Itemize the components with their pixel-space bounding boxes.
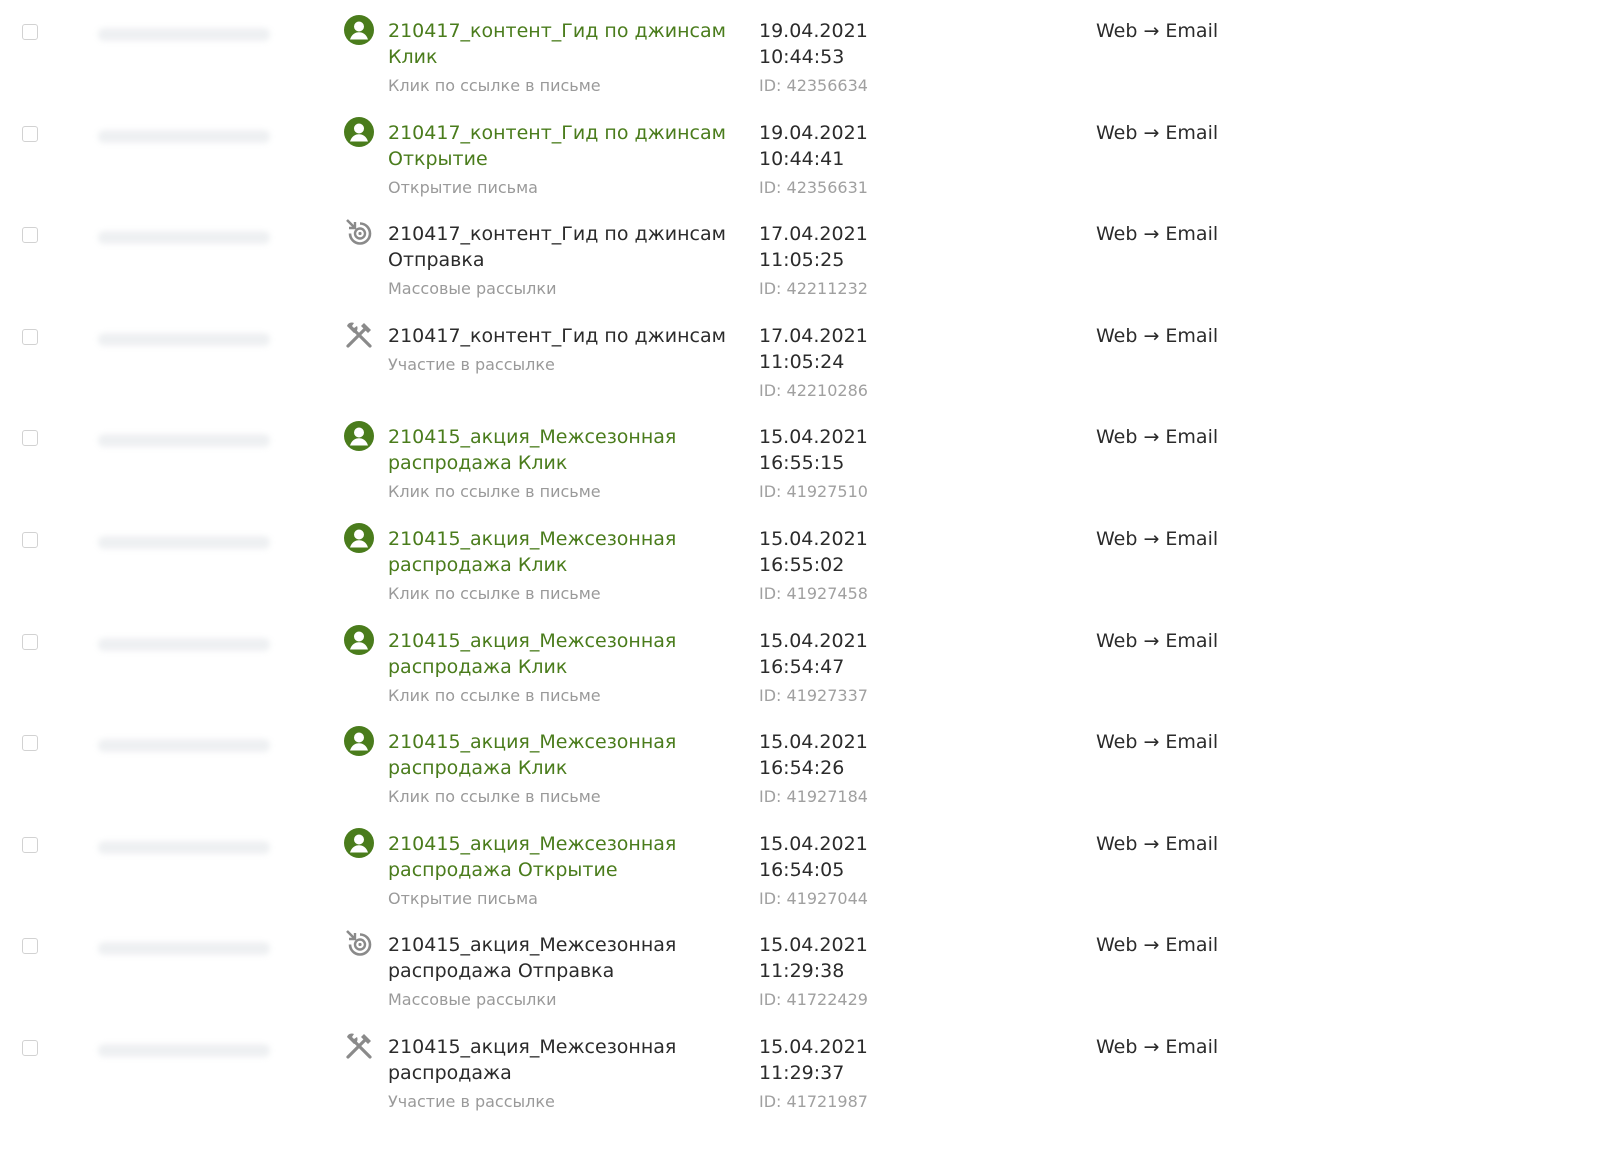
blurred-contact-name [98, 130, 270, 143]
event-title-text: 210415_акция_Межсезонная распродажа Клик [388, 731, 677, 780]
event-title[interactable] [388, 18, 728, 95]
blurred-contact-name [98, 536, 270, 549]
activity-row [0, 831, 1600, 935]
event-datetime [759, 628, 868, 705]
event-time: 16:55:15 [759, 452, 845, 475]
event-time: 16:54:26 [759, 757, 845, 780]
person-icon [343, 14, 375, 46]
event-title [388, 221, 728, 298]
event-time: 11:05:24 [759, 350, 845, 373]
event-title-text: 210415_акция_Межсезонная распродажа Открытие [388, 832, 677, 881]
event-date: 15.04.2021 [759, 1036, 868, 1058]
event-datetime [759, 831, 868, 908]
event-channel: Web → Email [1096, 426, 1219, 449]
event-subtitle: Открытие письма [388, 888, 538, 908]
activity-row [0, 221, 1600, 325]
event-id: ID: 41927510 [759, 482, 868, 502]
event-date: 15.04.2021 [759, 731, 868, 754]
event-time: 11:29:37 [759, 1062, 845, 1084]
blurred-contact-name [98, 942, 270, 955]
person-icon [343, 725, 375, 757]
event-title [388, 1034, 728, 1111]
blurred-contact-name [98, 1044, 270, 1057]
event-title-text: 210415_акция_Межсезонная распродажа Клик [388, 629, 677, 678]
event-channel: Web → Email [1096, 223, 1219, 246]
event-date: 19.04.2021 [759, 121, 868, 144]
event-date: 17.04.2021 [759, 223, 868, 246]
event-date: 17.04.2021 [759, 324, 868, 347]
row-checkbox[interactable] [22, 126, 38, 142]
activity-row [0, 1034, 1600, 1138]
event-title[interactable] [388, 729, 728, 806]
event-id: ID: 41927044 [759, 888, 868, 908]
row-checkbox[interactable] [22, 634, 38, 650]
event-title-text: 210415_акция_Межсезонная распродажа Клик [388, 528, 677, 576]
event-datetime [759, 1034, 868, 1111]
event-time: 11:05:25 [759, 249, 845, 272]
activity-row [0, 628, 1600, 732]
activity-row [0, 424, 1600, 528]
event-datetime [759, 424, 868, 501]
event-time: 11:29:38 [759, 960, 845, 983]
row-checkbox[interactable] [22, 227, 38, 243]
row-checkbox[interactable] [22, 1040, 38, 1056]
mass-send-icon [343, 217, 375, 249]
row-checkbox[interactable] [22, 532, 38, 548]
event-title[interactable] [388, 424, 728, 501]
event-channel: Web → Email [1096, 934, 1219, 957]
event-title-text: 210415_акция_Межсезонная распродажа Клик [388, 426, 677, 475]
event-subtitle: Участие в рассылке [388, 1092, 555, 1111]
event-title [388, 932, 728, 1009]
person-icon [343, 116, 375, 148]
event-subtitle: Клик по ссылке в письме [388, 482, 601, 502]
event-title[interactable] [388, 831, 728, 908]
event-subtitle: Клик по ссылке в письме [388, 584, 601, 603]
event-datetime [759, 729, 868, 806]
blurred-contact-name [98, 231, 270, 244]
activity-row [0, 120, 1600, 224]
event-time: 16:54:05 [759, 858, 845, 881]
event-datetime [759, 18, 868, 95]
person-icon [343, 420, 375, 452]
event-title[interactable] [388, 628, 728, 705]
tools-icon [343, 1030, 375, 1062]
event-channel: Web → Email [1096, 528, 1219, 550]
event-channel: Web → Email [1096, 324, 1219, 347]
activity-row [0, 729, 1600, 833]
event-id: ID: 41721987 [759, 1092, 868, 1111]
event-time: 10:44:41 [759, 147, 845, 170]
row-checkbox[interactable] [22, 938, 38, 954]
event-subtitle: Открытие письма [388, 177, 538, 197]
event-title-text: 210417_контент_Гид по джинсам [388, 324, 726, 347]
event-channel: Web → Email [1096, 20, 1219, 42]
event-title [388, 323, 728, 374]
row-checkbox[interactable] [22, 430, 38, 446]
event-date: 15.04.2021 [759, 629, 868, 652]
event-subtitle: Участие в рассылке [388, 354, 555, 374]
event-subtitle: Клик по ссылке в письме [388, 787, 601, 807]
row-checkbox[interactable] [22, 735, 38, 751]
event-subtitle: Массовые рассылки [388, 990, 557, 1010]
event-datetime [759, 526, 868, 603]
event-datetime [759, 932, 868, 1009]
event-subtitle: Клик по ссылке в письме [388, 685, 601, 705]
event-time: 10:44:53 [759, 46, 845, 68]
event-title-text: 210417_контент_Гид по джинсам Открытие [388, 121, 726, 170]
row-checkbox[interactable] [22, 837, 38, 853]
person-icon [343, 827, 375, 859]
activity-row [0, 323, 1600, 427]
blurred-contact-name [98, 841, 270, 854]
person-icon [343, 522, 375, 554]
event-channel: Web → Email [1096, 121, 1219, 144]
event-title[interactable] [388, 120, 728, 197]
event-title-text: 210415_акция_Межсезонная распродажа Отправка [388, 934, 677, 983]
event-datetime [759, 221, 868, 298]
event-title[interactable] [388, 526, 728, 603]
mass-send-icon [343, 928, 375, 960]
row-checkbox[interactable] [22, 329, 38, 345]
event-id: ID: 41722429 [759, 990, 868, 1010]
event-datetime [759, 120, 868, 197]
activity-row [0, 18, 1600, 122]
event-time: 16:54:47 [759, 655, 845, 678]
event-channel: Web → Email [1096, 629, 1219, 652]
event-date: 19.04.2021 [759, 20, 868, 42]
event-title-text: 210415_акция_Межсезонная распродажа [388, 1036, 677, 1084]
blurred-contact-name [98, 434, 270, 447]
event-id: ID: 41927458 [759, 584, 868, 603]
blurred-contact-name [98, 638, 270, 651]
event-date: 15.04.2021 [759, 528, 868, 550]
event-subtitle: Клик по ссылке в письме [388, 76, 601, 95]
event-id: ID: 41927337 [759, 685, 868, 705]
blurred-contact-name [98, 333, 270, 346]
event-time: 16:55:02 [759, 554, 845, 576]
event-id: ID: 42356634 [759, 76, 868, 95]
event-channel: Web → Email [1096, 1036, 1219, 1058]
event-id: ID: 42210286 [759, 380, 868, 400]
event-channel: Web → Email [1096, 731, 1219, 754]
event-date: 15.04.2021 [759, 832, 868, 855]
activity-row [0, 932, 1600, 1036]
blurred-contact-name [98, 739, 270, 752]
tools-icon [343, 319, 375, 351]
event-subtitle: Массовые рассылки [388, 279, 557, 299]
blurred-contact-name [98, 28, 270, 41]
person-icon [343, 624, 375, 656]
event-datetime [759, 323, 868, 400]
event-title-text: 210417_контент_Гид по джинсам Отправка [388, 223, 726, 272]
event-id: ID: 41927184 [759, 787, 868, 807]
event-channel: Web → Email [1096, 832, 1219, 855]
event-id: ID: 42356631 [759, 177, 868, 197]
event-date: 15.04.2021 [759, 426, 868, 449]
row-checkbox[interactable] [22, 24, 38, 40]
activity-row [0, 526, 1600, 630]
event-id: ID: 42211232 [759, 279, 868, 299]
event-title-text: 210417_контент_Гид по джинсам Клик [388, 20, 726, 68]
event-date: 15.04.2021 [759, 934, 868, 957]
